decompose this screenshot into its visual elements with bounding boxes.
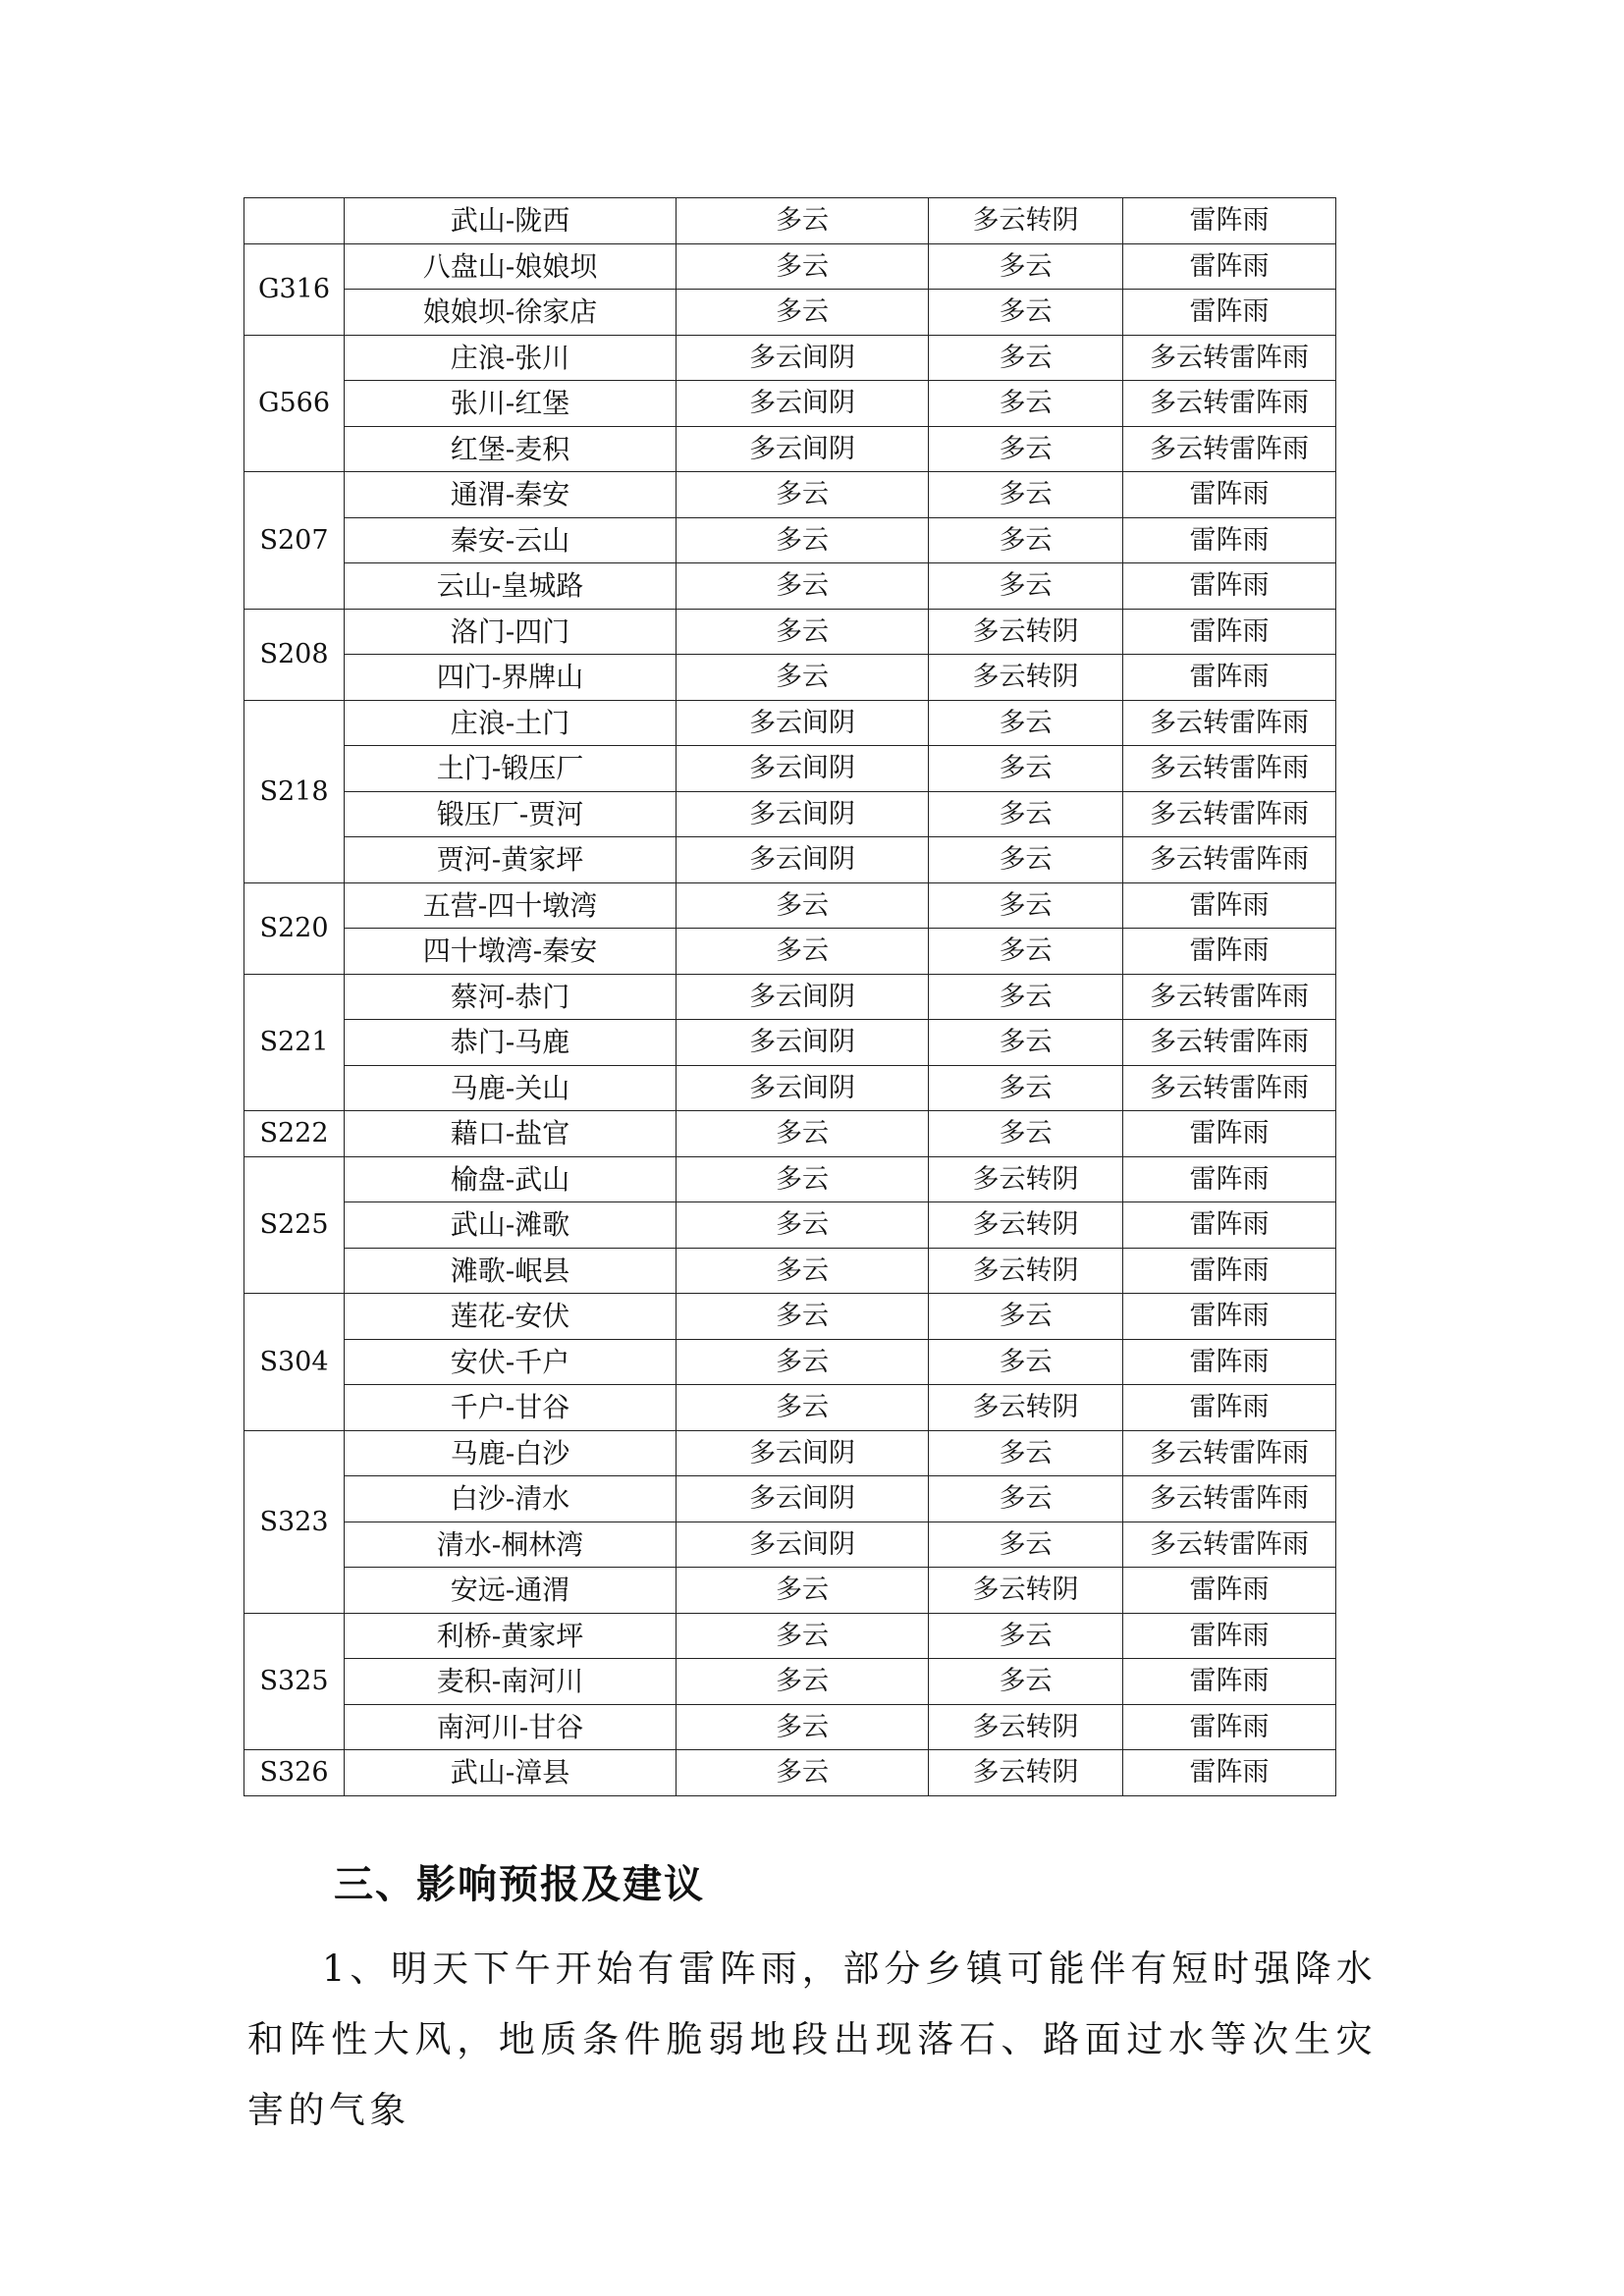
table-row [244, 791, 1336, 837]
weather-cell-3: 多云转雷阵雨 [1123, 1522, 1336, 1568]
road-code-cell: S304 [244, 1294, 345, 1431]
table-row [244, 1156, 1336, 1202]
table-row [244, 746, 1336, 792]
weather-cell-2: 多云转阴 [929, 1704, 1123, 1750]
weather-cell-2: 多云转阴 [929, 1385, 1123, 1431]
table-row [244, 1111, 1336, 1157]
weather-cell-2: 多云 [929, 791, 1123, 837]
section-cell: 八盘山-娘娘坝 [345, 243, 677, 290]
section-cell: 滩歌-岷县 [345, 1248, 677, 1294]
road-code-cell: S323 [244, 1430, 345, 1613]
weather-cell-3: 雷阵雨 [1123, 1385, 1336, 1431]
weather-cell-1: 多云 [677, 929, 929, 975]
table-row [244, 563, 1336, 610]
section-cell: 五营-四十墩湾 [345, 882, 677, 929]
table-row [244, 1522, 1336, 1568]
weather-cell-1: 多云 [677, 1339, 929, 1385]
weather-cell-3: 多云转雷阵雨 [1123, 974, 1336, 1020]
table-row [244, 1613, 1336, 1659]
weather-cell-3: 雷阵雨 [1123, 1294, 1336, 1340]
weather-cell-1: 多云 [677, 1248, 929, 1294]
table-row [244, 882, 1336, 929]
table-row [244, 1202, 1336, 1249]
table-row [244, 1339, 1336, 1385]
weather-cell-2: 多云转阴 [929, 609, 1123, 655]
section-cell: 白沙-清水 [345, 1476, 677, 1522]
weather-cell-2: 多云 [929, 1111, 1123, 1157]
table-row [244, 609, 1336, 655]
weather-cell-3: 雷阵雨 [1123, 655, 1336, 701]
section-cell: 庄浪-土门 [345, 700, 677, 746]
road-code-cell: S218 [244, 700, 345, 882]
section-cell: 四门-界牌山 [345, 655, 677, 701]
weather-cell-1: 多云间阴 [677, 381, 929, 427]
weather-cell-3: 雷阵雨 [1123, 1613, 1336, 1659]
table-row [244, 290, 1336, 336]
weather-cell-3: 多云转雷阵雨 [1123, 1476, 1336, 1522]
table-row [244, 1430, 1336, 1476]
weather-cell-2: 多云 [929, 1476, 1123, 1522]
section-cell: 云山-皇城路 [345, 563, 677, 610]
table-row [244, 1750, 1336, 1796]
road-code-cell: S222 [244, 1111, 345, 1157]
weather-cell-1: 多云 [677, 243, 929, 290]
weather-cell-1: 多云 [677, 1568, 929, 1614]
weather-cell-3: 雷阵雨 [1123, 1156, 1336, 1202]
section-cell: 庄浪-张川 [345, 335, 677, 381]
weather-cell-3: 雷阵雨 [1123, 1339, 1336, 1385]
weather-cell-2: 多云 [929, 1065, 1123, 1111]
weather-cell-1: 多云间阴 [677, 1020, 929, 1066]
weather-cell-3: 多云转雷阵雨 [1123, 426, 1336, 472]
weather-cell-1: 多云 [677, 517, 929, 563]
section-cell: 四十墩湾-秦安 [345, 929, 677, 975]
weather-cell-2: 多云转阴 [929, 198, 1123, 244]
weather-cell-3: 多云转雷阵雨 [1123, 381, 1336, 427]
weather-cell-3: 雷阵雨 [1123, 1659, 1336, 1705]
weather-cell-2: 多云 [929, 929, 1123, 975]
weather-cell-1: 多云 [677, 1202, 929, 1249]
section-cell: 马鹿-白沙 [345, 1430, 677, 1476]
table-row [244, 1248, 1336, 1294]
weather-cell-3: 雷阵雨 [1123, 243, 1336, 290]
weather-cell-2: 多云 [929, 700, 1123, 746]
weather-cell-1: 多云 [677, 1704, 929, 1750]
weather-cell-1: 多云 [677, 1385, 929, 1431]
table-row [244, 1476, 1336, 1522]
weather-cell-2: 多云 [929, 335, 1123, 381]
table-row [244, 198, 1336, 244]
weather-cell-2: 多云 [929, 746, 1123, 792]
section-cell: 千户-甘谷 [345, 1385, 677, 1431]
table-row [244, 1020, 1336, 1066]
road-code-cell: G316 [244, 243, 345, 335]
table-body [244, 198, 1336, 1796]
section-cell: 蔡河-恭门 [345, 974, 677, 1020]
section-cell: 南河川-甘谷 [345, 1704, 677, 1750]
table-row [244, 1568, 1336, 1614]
weather-cell-1: 多云间阴 [677, 426, 929, 472]
weather-cell-3: 雷阵雨 [1123, 517, 1336, 563]
weather-cell-2: 多云 [929, 837, 1123, 883]
weather-cell-1: 多云 [677, 290, 929, 336]
weather-cell-1: 多云间阴 [677, 837, 929, 883]
weather-cell-2: 多云转阴 [929, 1568, 1123, 1614]
weather-cell-1: 多云 [677, 1294, 929, 1340]
weather-cell-2: 多云 [929, 472, 1123, 518]
weather-cell-3: 雷阵雨 [1123, 1248, 1336, 1294]
weather-cell-3: 雷阵雨 [1123, 609, 1336, 655]
section-cell: 武山-陇西 [345, 198, 677, 244]
weather-cell-1: 多云间阴 [677, 335, 929, 381]
weather-cell-3: 雷阵雨 [1123, 472, 1336, 518]
section-cell: 安远-通渭 [345, 1568, 677, 1614]
weather-cell-3: 多云转雷阵雨 [1123, 837, 1336, 883]
section-cell: 武山-漳县 [345, 1750, 677, 1796]
section-cell: 藉口-盐官 [345, 1111, 677, 1157]
weather-cell-3: 雷阵雨 [1123, 929, 1336, 975]
weather-cell-2: 多云 [929, 882, 1123, 929]
section-cell: 利桥-黄家坪 [345, 1613, 677, 1659]
weather-cell-1: 多云间阴 [677, 1522, 929, 1568]
section-cell: 马鹿-关山 [345, 1065, 677, 1111]
weather-cell-3: 多云转雷阵雨 [1123, 1065, 1336, 1111]
weather-cell-1: 多云 [677, 1659, 929, 1705]
weather-cell-1: 多云间阴 [677, 746, 929, 792]
weather-cell-2: 多云转阴 [929, 655, 1123, 701]
section-cell: 安伏-千户 [345, 1339, 677, 1385]
section-cell: 贾河-黄家坪 [345, 837, 677, 883]
weather-cell-3: 多云转雷阵雨 [1123, 1020, 1336, 1066]
weather-cell-1: 多云间阴 [677, 700, 929, 746]
section-cell: 麦积-南河川 [345, 1659, 677, 1705]
weather-cell-2: 多云 [929, 974, 1123, 1020]
weather-cell-2: 多云 [929, 1020, 1123, 1066]
weather-cell-2: 多云 [929, 290, 1123, 336]
section-cell: 莲花-安伏 [345, 1294, 677, 1340]
weather-cell-3: 多云转雷阵雨 [1123, 746, 1336, 792]
table-row [244, 243, 1336, 290]
weather-cell-1: 多云 [677, 198, 929, 244]
weather-cell-1: 多云 [677, 1613, 929, 1659]
section-cell: 秦安-云山 [345, 517, 677, 563]
weather-cell-1: 多云 [677, 609, 929, 655]
section-cell: 榆盘-武山 [345, 1156, 677, 1202]
table-row [244, 1659, 1336, 1705]
table-row [244, 1385, 1336, 1431]
weather-cell-1: 多云间阴 [677, 1065, 929, 1111]
weather-cell-3: 多云转雷阵雨 [1123, 335, 1336, 381]
weather-cell-1: 多云 [677, 655, 929, 701]
weather-cell-1: 多云间阴 [677, 1476, 929, 1522]
weather-cell-2: 多云 [929, 1613, 1123, 1659]
table-row [244, 472, 1336, 518]
road-weather-table [244, 197, 1336, 1796]
section-cell: 武山-滩歌 [345, 1202, 677, 1249]
weather-cell-3: 雷阵雨 [1123, 882, 1336, 929]
table-row [244, 700, 1336, 746]
table-row [244, 929, 1336, 975]
weather-cell-3: 多云转雷阵雨 [1123, 700, 1336, 746]
weather-cell-1: 多云 [677, 563, 929, 610]
road-code-cell: S221 [244, 974, 345, 1111]
weather-cell-1: 多云 [677, 882, 929, 929]
table-row [244, 381, 1336, 427]
road-code-cell: G566 [244, 335, 345, 472]
weather-cell-2: 多云 [929, 1294, 1123, 1340]
weather-cell-2: 多云 [929, 1339, 1123, 1385]
section-cell: 通渭-秦安 [345, 472, 677, 518]
road-code-cell: S326 [244, 1750, 345, 1796]
table-row [244, 1065, 1336, 1111]
weather-cell-1: 多云 [677, 472, 929, 518]
table-row [244, 335, 1336, 381]
weather-cell-2: 多云转阴 [929, 1248, 1123, 1294]
section-cell: 红堡-麦积 [345, 426, 677, 472]
section-cell: 娘娘坝-徐家店 [345, 290, 677, 336]
weather-cell-2: 多云 [929, 1430, 1123, 1476]
section-cell: 张川-红堡 [345, 381, 677, 427]
road-code-cell: S208 [244, 609, 345, 700]
road-code-cell: S325 [244, 1613, 345, 1750]
section-cell: 洛门-四门 [345, 609, 677, 655]
section-cell: 土门-锻压厂 [345, 746, 677, 792]
weather-cell-3: 雷阵雨 [1123, 563, 1336, 610]
weather-cell-2: 多云 [929, 243, 1123, 290]
weather-cell-2: 多云 [929, 426, 1123, 472]
weather-cell-2: 多云转阴 [929, 1750, 1123, 1796]
weather-cell-3: 雷阵雨 [1123, 1704, 1336, 1750]
weather-cell-3: 多云转雷阵雨 [1123, 1430, 1336, 1476]
section-cell: 锻压厂-贾河 [345, 791, 677, 837]
body-paragraph: 1、明天下午开始有雷阵雨，部分乡镇可能伴有短时强降水和阵性大风，地质条件脆弱地段出现落石、路面过水等次生灾害的气象 [247, 1948, 1377, 2131]
weather-cell-2: 多云 [929, 1522, 1123, 1568]
weather-cell-1: 多云 [677, 1156, 929, 1202]
weather-cell-1: 多云 [677, 1111, 929, 1157]
table-row [244, 1704, 1336, 1750]
road-code-cell: S207 [244, 472, 345, 610]
weather-cell-3: 雷阵雨 [1123, 1202, 1336, 1249]
weather-cell-2: 多云 [929, 381, 1123, 427]
weather-cell-3: 雷阵雨 [1123, 1111, 1336, 1157]
weather-cell-3: 雷阵雨 [1123, 290, 1336, 336]
weather-cell-3: 雷阵雨 [1123, 198, 1336, 244]
table-row [244, 517, 1336, 563]
weather-cell-2: 多云转阴 [929, 1156, 1123, 1202]
weather-cell-2: 多云 [929, 517, 1123, 563]
table-row [244, 974, 1336, 1020]
road-code-cell [244, 198, 345, 244]
road-code-cell: S225 [244, 1156, 345, 1294]
table-row [244, 426, 1336, 472]
weather-cell-1: 多云间阴 [677, 791, 929, 837]
section-cell: 清水-桐林湾 [345, 1522, 677, 1568]
weather-cell-2: 多云 [929, 563, 1123, 610]
section-heading: 三、影响预报及建议 [334, 1862, 705, 1907]
weather-cell-3: 雷阵雨 [1123, 1568, 1336, 1614]
weather-cell-2: 多云转阴 [929, 1202, 1123, 1249]
section-cell: 恭门-马鹿 [345, 1020, 677, 1066]
table-row [244, 655, 1336, 701]
weather-cell-1: 多云 [677, 1750, 929, 1796]
weather-cell-3: 多云转雷阵雨 [1123, 791, 1336, 837]
road-code-cell: S220 [244, 882, 345, 974]
table-row [244, 1294, 1336, 1340]
weather-cell-1: 多云间阴 [677, 974, 929, 1020]
table-row [244, 837, 1336, 883]
weather-cell-1: 多云间阴 [677, 1430, 929, 1476]
weather-cell-2: 多云 [929, 1659, 1123, 1705]
weather-cell-3: 雷阵雨 [1123, 1750, 1336, 1796]
